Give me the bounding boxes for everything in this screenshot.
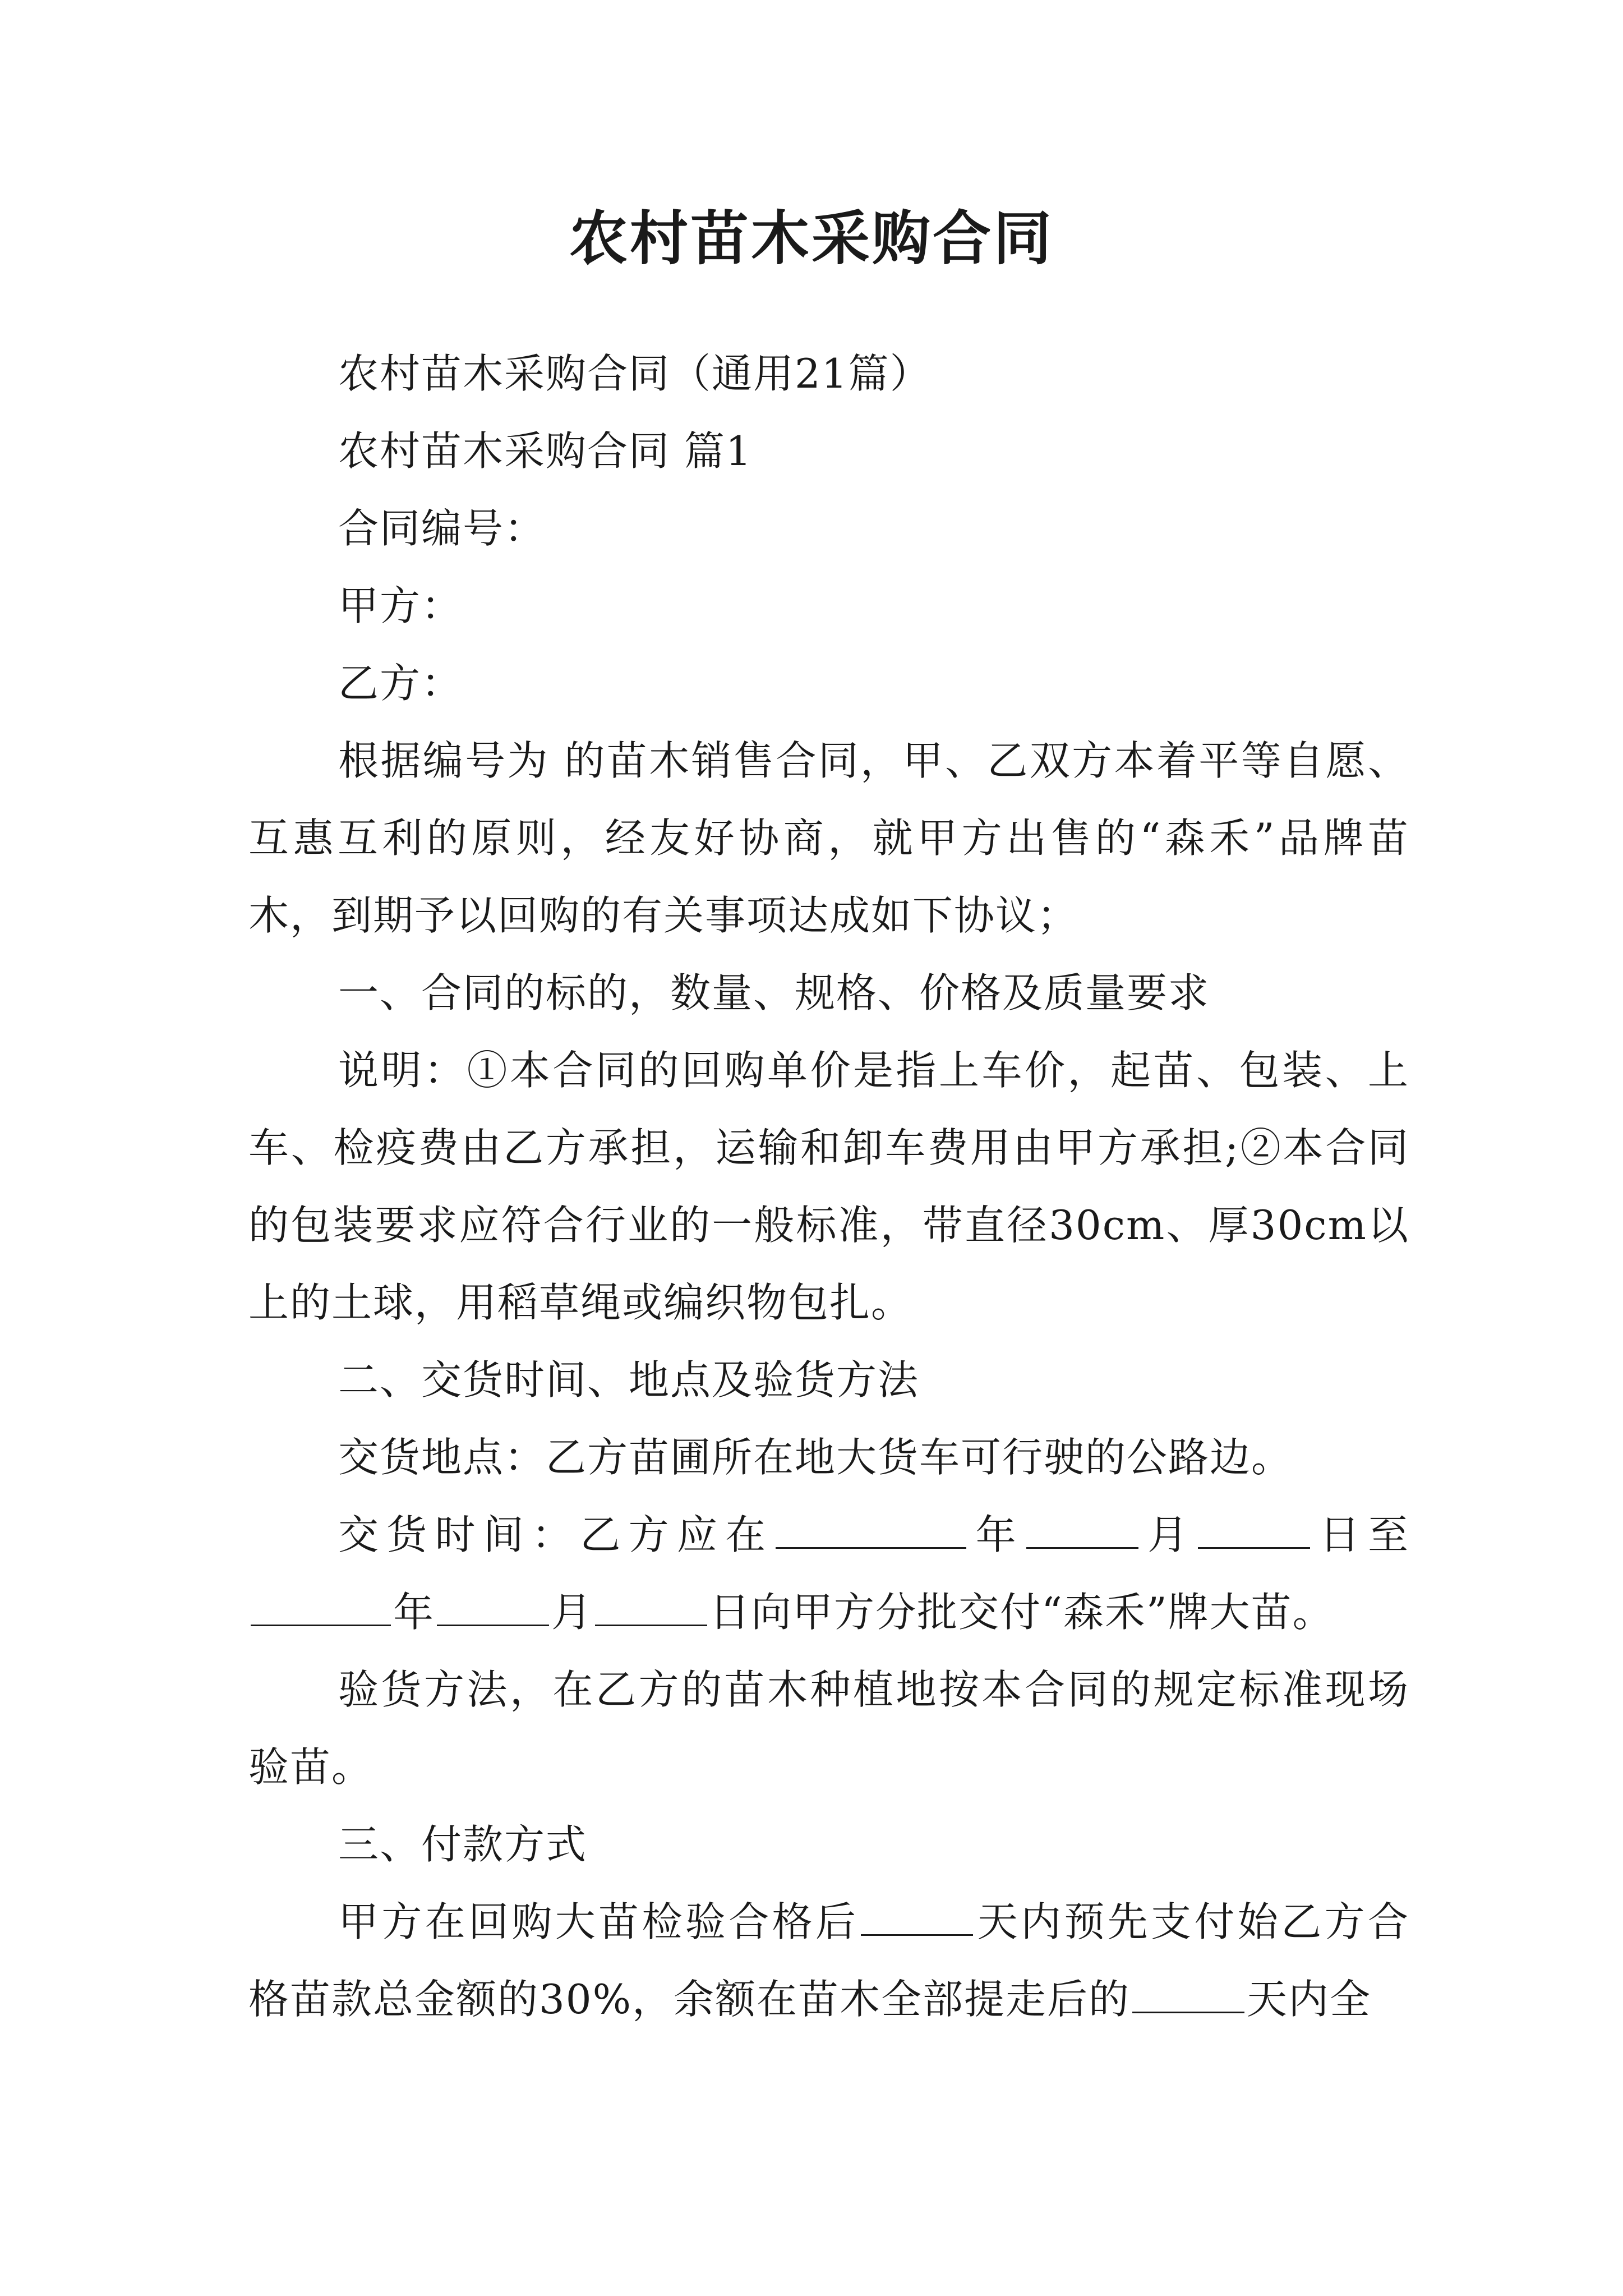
clause-2-heading: 二、交货时间、地点及验货方法 bbox=[338, 1356, 920, 1404]
delivery-year-1: 年 bbox=[969, 1511, 1024, 1558]
document-title: 农村苗木采购合同 bbox=[569, 204, 1054, 273]
preamble-paragraph: 根据编号为 的苗木销售合同，甲、乙双方本着平等自愿、互惠互利的原则，经友好协商，就甲方出售的“森禾”品牌苗木，到期予以回购的有关事项达成如下协议； bbox=[248, 737, 1409, 939]
party-b-line: 乙方： bbox=[338, 660, 463, 707]
clause-3-heading: 三、付款方式 bbox=[338, 1821, 588, 1868]
contract-number-line: 合同编号： bbox=[338, 505, 546, 552]
blank-year-end bbox=[251, 1585, 391, 1626]
clause-1-heading: 一、合同的标的，数量、规格、价格及质量要求 bbox=[338, 969, 1210, 1016]
delivery-year-2: 年 bbox=[393, 1589, 435, 1636]
delivery-month-1: 月 bbox=[1140, 1511, 1196, 1558]
payment-terms bbox=[248, 1883, 1409, 2038]
delivery-time-lead: 交货时间：乙方应在 bbox=[338, 1511, 774, 1558]
inspection-method: 验货方法，在乙方的苗木种植地按本合同的规定标准现场验苗。 bbox=[248, 1666, 1409, 1791]
document-body bbox=[248, 335, 1409, 2038]
payment-tail: 天内全 bbox=[1247, 1976, 1372, 2023]
payment-mid: 天内预先支付始乙方合格苗款总金额的30%，余额在苗木全部提走后的 bbox=[248, 1898, 1409, 2023]
delivery-place: 交货地点：乙方苗圃所在地大货车可行驶的公路边。 bbox=[338, 1434, 1293, 1481]
party-a-line: 甲方： bbox=[338, 582, 463, 629]
blank-month-start bbox=[1026, 1508, 1138, 1549]
blank-year-start bbox=[776, 1508, 966, 1549]
blank-days-1 bbox=[861, 1895, 973, 1936]
delivery-day-to: 日至 bbox=[1312, 1511, 1409, 1558]
blank-day-end bbox=[595, 1585, 707, 1626]
payment-lead: 甲方在回购大苗检验合格后 bbox=[338, 1898, 859, 1945]
delivery-month-2: 月 bbox=[551, 1589, 593, 1636]
collection-heading: 农村苗木采购合同（通用21篇） bbox=[338, 350, 932, 397]
clause-1-note: 说明：①本合同的回购单价是指上车价，起苗、包装、上车、检疫费由乙方承担，运输和卸车费用由甲方承担;②本合同的包装要求应符合行业的一般标准，带直径30cm、厚30cm以上的土球，用稻草绳或编织物包扎。 bbox=[248, 1047, 1409, 1326]
blank-days-2 bbox=[1132, 1972, 1244, 2013]
delivery-time bbox=[248, 1496, 1409, 1651]
section-heading: 农村苗木采购合同 篇1 bbox=[338, 427, 753, 475]
delivery-time-tail: 日向甲方分批交付“森禾”牌大苗。 bbox=[709, 1589, 1334, 1636]
blank-month-end bbox=[437, 1585, 549, 1626]
blank-day-start bbox=[1198, 1508, 1310, 1549]
